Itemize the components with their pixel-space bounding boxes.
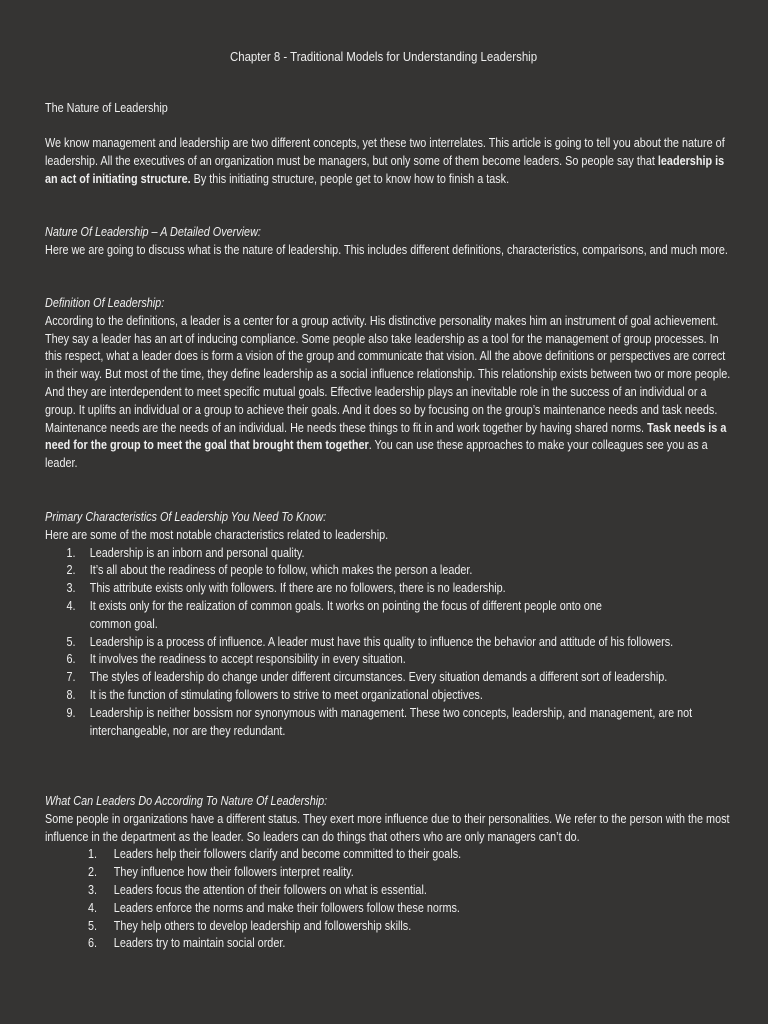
definition-section <box>45 295 733 473</box>
list-item: 9. Leadership is neither bossism nor synonymous with management. These two concepts, leadership, and management, are not interchangeable, nor are they redundant. <box>66 705 693 738</box>
overview-heading: Nature Of Leadership – A Detailed Overview: <box>45 225 261 239</box>
list-item: 1. Leaders help their followers clarify and become committed to their goals. <box>88 847 462 862</box>
list-item: 3. Leaders focus the attention of their followers on what is essential. <box>88 882 427 897</box>
characteristics-intro: Here are some of the most notable characteristics related to leadership. <box>45 527 389 542</box>
overview-text: Here we are going to discuss what is the nature of leadership. This includes different definitions, characteristics, comparisons, and much more. <box>45 242 728 257</box>
intro-bold-phrase: leadership is an act of initiating structure. <box>45 153 725 186</box>
list-item: 7. The styles of leadership do change under different circumstances. Every situation demands a different sort of leadership. <box>66 670 668 685</box>
overview-section <box>45 224 733 260</box>
leaders-section <box>45 793 733 953</box>
list-item: 2. It’s all about the readiness of people to follow, which makes the person a leader. <box>66 563 473 578</box>
intro-paragraph: We know management and leadership are two different concepts, yet these two interrelates. This article is going to tell you about the nature of leadership. All the executives of an organization must be managers, but only some of them become leaders. So people say that leadership is an act of initiating structure. By this initiating structure, people get to know how to finish a task. <box>45 136 725 186</box>
list-item: 3. This attribute exists only with followers. If there are no followers, there is no leadership. <box>66 581 506 596</box>
characteristics-list <box>45 545 733 741</box>
leaders-heading: What Can Leaders Do According To Nature Of Leadership: <box>45 794 328 808</box>
list-item: 4. Leaders enforce the norms and make their followers follow these norms. <box>88 900 460 915</box>
leaders-list <box>45 846 733 953</box>
chapter-title: Chapter 8 - Traditional Models for Understanding Leadership <box>230 49 538 64</box>
characteristics-heading: Primary Characteristics Of Leadership You Need To Know: <box>45 510 327 524</box>
list-item: 5. Leadership is a process of influence. A leader must have this quality to influence the behavior and attitude of his followers. <box>66 634 674 649</box>
list-item: 4. It exists only for the realization of common goals. It works on pointing the focus of different people onto one common goal. <box>66 598 602 631</box>
leaders-intro: Some people in organizations have a different status. They exert more influence due to their personalities. We refer to the person with the most influence in the department as the leader. So leaders can do things that others who are only managers can’t do. <box>45 811 730 844</box>
list-item: 8. It is the function of stimulating followers to strive to meet organizational objectives. <box>66 687 483 702</box>
list-item: 2. They influence how their followers interpret reality. <box>88 865 354 880</box>
list-item: 1. Leadership is an inborn and personal quality. <box>66 545 305 560</box>
section-heading: The Nature of Leadership <box>45 101 168 115</box>
definition-bold-phrase: Task needs is a need for the group to meet the goal that brought them together <box>45 420 727 453</box>
list-item: 6. Leaders try to maintain social order. <box>88 936 286 951</box>
definition-heading: Definition Of Leadership: <box>45 296 165 310</box>
list-item: 6. It involves the readiness to accept responsibility in every situation. <box>66 652 406 667</box>
list-item: 5. They help others to develop leadership and followership skills. <box>88 918 412 933</box>
characteristics-section <box>45 509 733 740</box>
definition-text: According to the definitions, a leader is a center for a group activity. His distinctive personality makes him an instrument of goal achievement. They say a leader has an art of inducing compliance. Some people also take leadership as a tool for the management of group processes. In this respect, what a leader does is form a vision of the group and communicate that vision. All the above definitions or perspectives are correct in their way. But most of the time, they define leadership as a social influence relationship. This relationship exists between two or more people. And they are interdependent to meet specific mutual goals. Effective leadership plays an inevitable role in the success of an individual or a group. It uplifts an individual or a group to achieve their goals. And it does so by focusing on the group’s maintenance needs and task needs. Maintenance needs are the needs of an individual. He needs these things to fit in and work together by having shared norms. Task needs is a need for the group to meet the goal that brought them together. You can use these approaches to make your colleagues see you as a leader. <box>45 313 731 471</box>
